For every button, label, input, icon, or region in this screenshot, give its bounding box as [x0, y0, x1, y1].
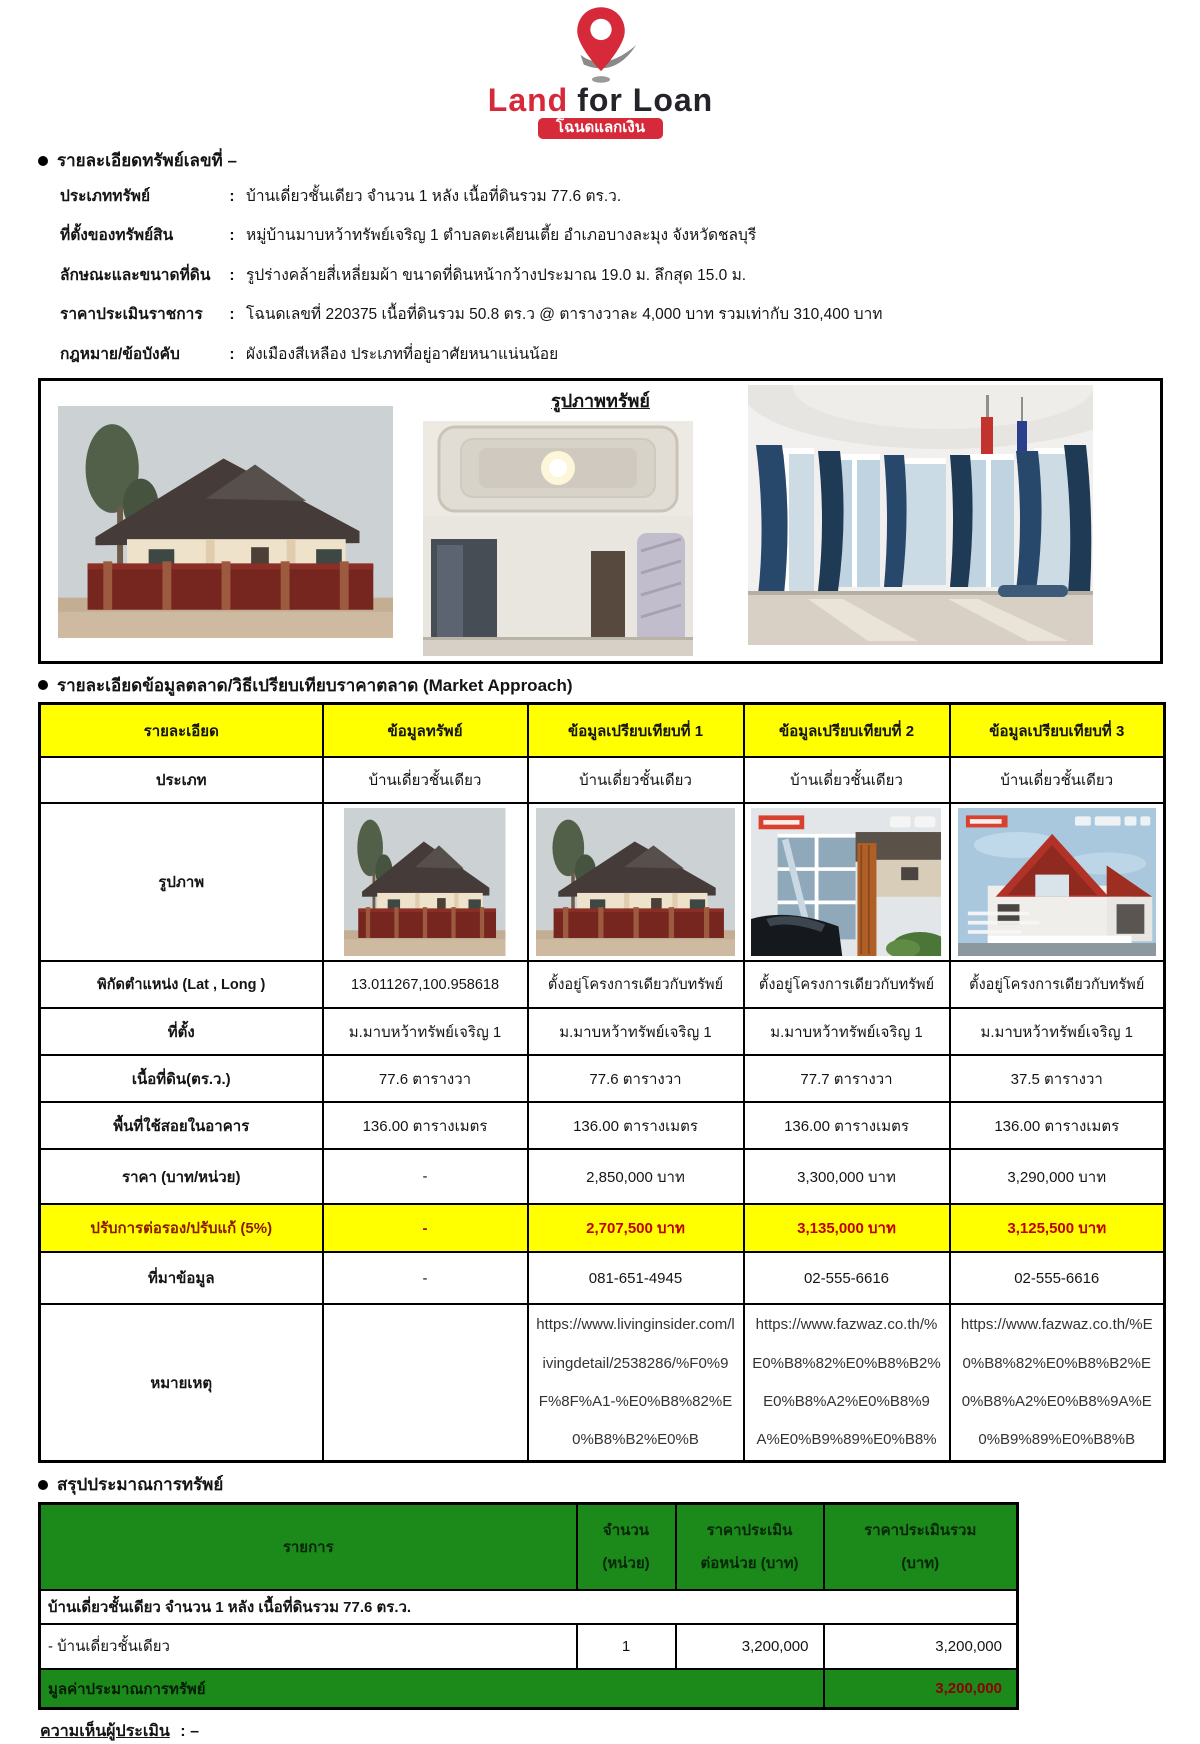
table-cell: 3,125,500 บาท [950, 1204, 1165, 1252]
summary-table [38, 1502, 1019, 1710]
table-cell: - [323, 1204, 528, 1252]
table-cell [744, 803, 950, 961]
property-photo-interior-windows [748, 385, 1093, 645]
subject-photo-thumb [344, 808, 506, 956]
brand-tagline: โฉนดแลกเงิน [538, 118, 663, 139]
market-row-price [40, 1149, 1165, 1204]
comp2-source-url: https://www.fazwaz.co.th/%E0%B8%82%E0%B8%B2%E0%B8%A2%E0%B8%9A%E0%B9%89%E0%B8% [744, 1304, 950, 1462]
summary-total-row [40, 1669, 1018, 1709]
detail-label: ลักษณะและขนาดที่ดิน [60, 266, 211, 284]
table-cell: บ้านเดี่ยวชั้นเดียว [528, 757, 744, 803]
detail-label: กฎหมาย/ข้อบังคับ [60, 345, 180, 363]
row-label: ที่มาข้อมูล [40, 1252, 323, 1304]
detail-separator: : [229, 306, 235, 324]
summary-header-item [40, 1504, 577, 1590]
table-cell [950, 803, 1165, 961]
row-label: ที่ตั้ง [40, 1008, 323, 1055]
table-cell: บ้านเดี่ยวชั้นเดียว [950, 757, 1165, 803]
table-cell: 136.00 ตารางเมตร [323, 1102, 528, 1149]
table-cell: - [323, 1252, 528, 1304]
location-pin-icon [555, 4, 647, 86]
table-cell: ม.มาบหว้าทรัพย์เจริญ 1 [950, 1008, 1165, 1055]
comp1-source-url: https://www.livinginsider.com/livingdetail/2538286/%F0%9F%8F%A1-%E0%B8%82%E0%B8%B2%E0%B [528, 1304, 744, 1462]
detail-row-type [38, 177, 1163, 216]
appraiser-opinion-label: ความเห็นผู้ประเมิน [40, 1723, 170, 1741]
property-details-heading [38, 147, 1163, 174]
table-cell: 77.6 ตารางวา [323, 1055, 528, 1102]
table-cell: 136.00 ตารางเมตร [744, 1102, 950, 1149]
table-cell: 3,290,000 บาท [950, 1149, 1165, 1204]
summary-header-total [824, 1504, 1018, 1590]
header-line: ราคาประเมินรวม [864, 1522, 977, 1540]
market-row-data-source [40, 1252, 1165, 1304]
summary-item-quantity: 1 [577, 1624, 676, 1669]
market-row-coordinates [40, 961, 1165, 1008]
table-cell: 77.6 ตารางวา [528, 1055, 744, 1102]
brand-name [38, 84, 1163, 116]
comp2-photo-thumb [751, 808, 941, 956]
brand-name-for-loan: for Loan [577, 82, 714, 118]
table-cell: 13.011267,100.958618 [323, 961, 528, 1008]
row-label: หมายเหตุ [40, 1304, 323, 1462]
market-row-remark [40, 1304, 1165, 1462]
detail-value: โฉนดเลขที่ 220375 เนื้อที่ดินรวม 50.8 ตร.ว @ ตารางวาละ 4,000 บาท รวมเท่ากับ 310,400 บาท [246, 306, 883, 324]
table-cell: 02-555-6616 [950, 1252, 1165, 1304]
summary-group-row [40, 1590, 1018, 1624]
table-cell: 02-555-6616 [744, 1252, 950, 1304]
header-line: จำนวน [602, 1522, 650, 1540]
table-cell: ตั้งอยู่โครงการเดียวกับทรัพย์ [744, 961, 950, 1008]
brand-name-land: Land [487, 82, 569, 118]
market-row-photo [40, 803, 1165, 961]
logo [38, 4, 1163, 139]
summary-item-unit-price: 3,200,000 [676, 1624, 824, 1669]
table-cell: 136.00 ตารางเมตร [950, 1102, 1165, 1149]
market-row-land-area [40, 1055, 1165, 1102]
bullet-icon [38, 1480, 48, 1490]
market-row-type [40, 757, 1165, 803]
table-cell [323, 1304, 528, 1462]
detail-row-land-shape [38, 256, 1163, 295]
table-cell: บ้านเดี่ยวชั้นเดียว [744, 757, 950, 803]
detail-separator: : [229, 188, 235, 205]
detail-value: ผังเมืองสีเหลือง ประเภทที่อยู่อาศัยหนาแน่นน้อย [246, 345, 559, 363]
comp1-photo-thumb [536, 808, 736, 956]
header-line: ต่อหน่วย (บาท) [700, 1555, 799, 1573]
detail-label: ที่ตั้งของทรัพย์สิน [60, 227, 174, 245]
summary-item-total: 3,200,000 [824, 1624, 1018, 1669]
summary-title: สรุปประมาณการทรัพย์ [57, 1475, 224, 1495]
detail-separator: : [229, 266, 235, 284]
table-cell: 081-651-4945 [528, 1252, 744, 1304]
market-header-comp2: ข้อมูลเปรียบเทียบที่ 2 [744, 703, 950, 757]
detail-label: ราคาประเมินราชการ [60, 306, 203, 324]
photo-gallery-title: รูปภาพทรัพย์ [551, 390, 650, 411]
header-line: (บาท) [901, 1555, 940, 1573]
summary-header-quantity [577, 1504, 676, 1590]
market-row-adjusted-price [40, 1204, 1165, 1252]
market-header-detail: รายละเอียด [40, 703, 323, 757]
table-cell: บ้านเดี่ยวชั้นเดียว [323, 757, 528, 803]
table-cell: 37.5 ตารางวา [950, 1055, 1165, 1102]
row-label: รูปภาพ [40, 803, 323, 961]
detail-value: หมู่บ้านมาบหว้าทรัพย์เจริญ 1 ตำบลตะเคียนเตี้ย อำเภอบางละมุง จังหวัดชลบุรี [246, 227, 757, 245]
detail-row-law [38, 335, 1163, 374]
detail-label: ประเภททรัพย์ [60, 188, 151, 205]
table-cell [323, 803, 528, 961]
table-cell: ตั้งอยู่โครงการเดียวกับทรัพย์ [528, 961, 744, 1008]
bullet-icon [38, 680, 48, 690]
property-details-title: รายละเอียดทรัพย์เลขที่ – [57, 151, 237, 170]
comp3-photo-thumb [958, 808, 1156, 956]
table-cell: 136.00 ตารางเมตร [528, 1102, 744, 1149]
market-header-subject: ข้อมูลทรัพย์ [323, 703, 528, 757]
table-cell: ม.มาบหว้าทรัพย์เจริญ 1 [528, 1008, 744, 1055]
table-cell: 3,300,000 บาท [744, 1149, 950, 1204]
header-line: รายการ [282, 1538, 334, 1556]
table-cell: - [323, 1149, 528, 1204]
detail-separator: : [229, 345, 235, 363]
row-label: ราคา (บาท/หน่วย) [40, 1149, 323, 1204]
market-row-building-area [40, 1102, 1165, 1149]
summary-group-description: บ้านเดี่ยวชั้นเดียว จำนวน 1 หลัง เนื้อที่ดินรวม 77.6 ตร.ว. [40, 1590, 1018, 1624]
property-photo-exterior [58, 406, 393, 638]
market-header-comp3: ข้อมูลเปรียบเทียบที่ 3 [950, 703, 1165, 757]
table-cell: ม.มาบหว้าทรัพย์เจริญ 1 [323, 1008, 528, 1055]
summary-item-row [40, 1624, 1018, 1669]
header-line: (หน่วย) [602, 1555, 650, 1573]
market-approach-heading [38, 672, 1163, 699]
row-label: ประเภท [40, 757, 323, 803]
bullet-icon [38, 156, 48, 166]
summary-header-row [40, 1504, 1018, 1590]
row-label: พื้นที่ใช้สอยในอาคาร [40, 1102, 323, 1149]
detail-row-location [38, 216, 1163, 255]
market-approach-title: รายละเอียดข้อมูลตลาด/วิธีเปรียบเทียบราคาตลาด (Market Approach) [57, 675, 573, 695]
detail-separator: : [229, 227, 235, 245]
property-photo-interior-ceiling [423, 421, 693, 656]
summary-heading [38, 1471, 1163, 1498]
appraiser-opinion-value: : – [180, 1723, 199, 1741]
table-cell: 2,850,000 บาท [528, 1149, 744, 1204]
appraiser-opinion [38, 1719, 1163, 1744]
row-label: พิกัดตำแหน่ง (Lat , Long ) [40, 961, 323, 1008]
table-cell [528, 803, 744, 961]
table-cell: ตั้งอยู่โครงการเดียวกับทรัพย์ [950, 961, 1165, 1008]
summary-total-value: 3,200,000 [824, 1669, 1018, 1709]
market-row-location [40, 1008, 1165, 1055]
summary-item-name: - บ้านเดี่ยวชั้นเดียว [40, 1624, 577, 1669]
table-cell: ม.มาบหว้าทรัพย์เจริญ 1 [744, 1008, 950, 1055]
detail-row-gov-price [38, 295, 1163, 334]
summary-total-label: มูลค่าประมาณการทรัพย์ [40, 1669, 824, 1709]
table-cell: 3,135,000 บาท [744, 1204, 950, 1252]
table-cell: 77.7 ตารางวา [744, 1055, 950, 1102]
detail-value: รูปร่างคล้ายสี่เหลี่ยมผ้า ขนาดที่ดินหน้ากว้างประมาณ 19.0 ม. ลึกสุด 15.0 ม. [246, 266, 747, 284]
row-label: ปรับการต่อรอง/ปรับแก้ (5%) [40, 1204, 323, 1252]
market-header-comp1: ข้อมูลเปรียบเทียบที่ 1 [528, 703, 744, 757]
summary-header-unit-price [676, 1504, 824, 1590]
table-cell: 2,707,500 บาท [528, 1204, 744, 1252]
market-header-row [40, 703, 1165, 757]
market-comparison-table [38, 702, 1166, 1464]
detail-value: บ้านเดี่ยวชั้นเดียว จำนวน 1 หลัง เนื้อที่ดินรวม 77.6 ตร.ว. [246, 188, 622, 205]
row-label: เนื้อที่ดิน(ตร.ว.) [40, 1055, 323, 1102]
photo-gallery [38, 378, 1163, 664]
comp3-source-url: https://www.fazwaz.co.th/%E0%B8%82%E0%B8%B2%E0%B8%A2%E0%B8%9A%E0%B9%89%E0%B8%B [950, 1304, 1165, 1462]
header-line: ราคาประเมิน [706, 1522, 793, 1540]
